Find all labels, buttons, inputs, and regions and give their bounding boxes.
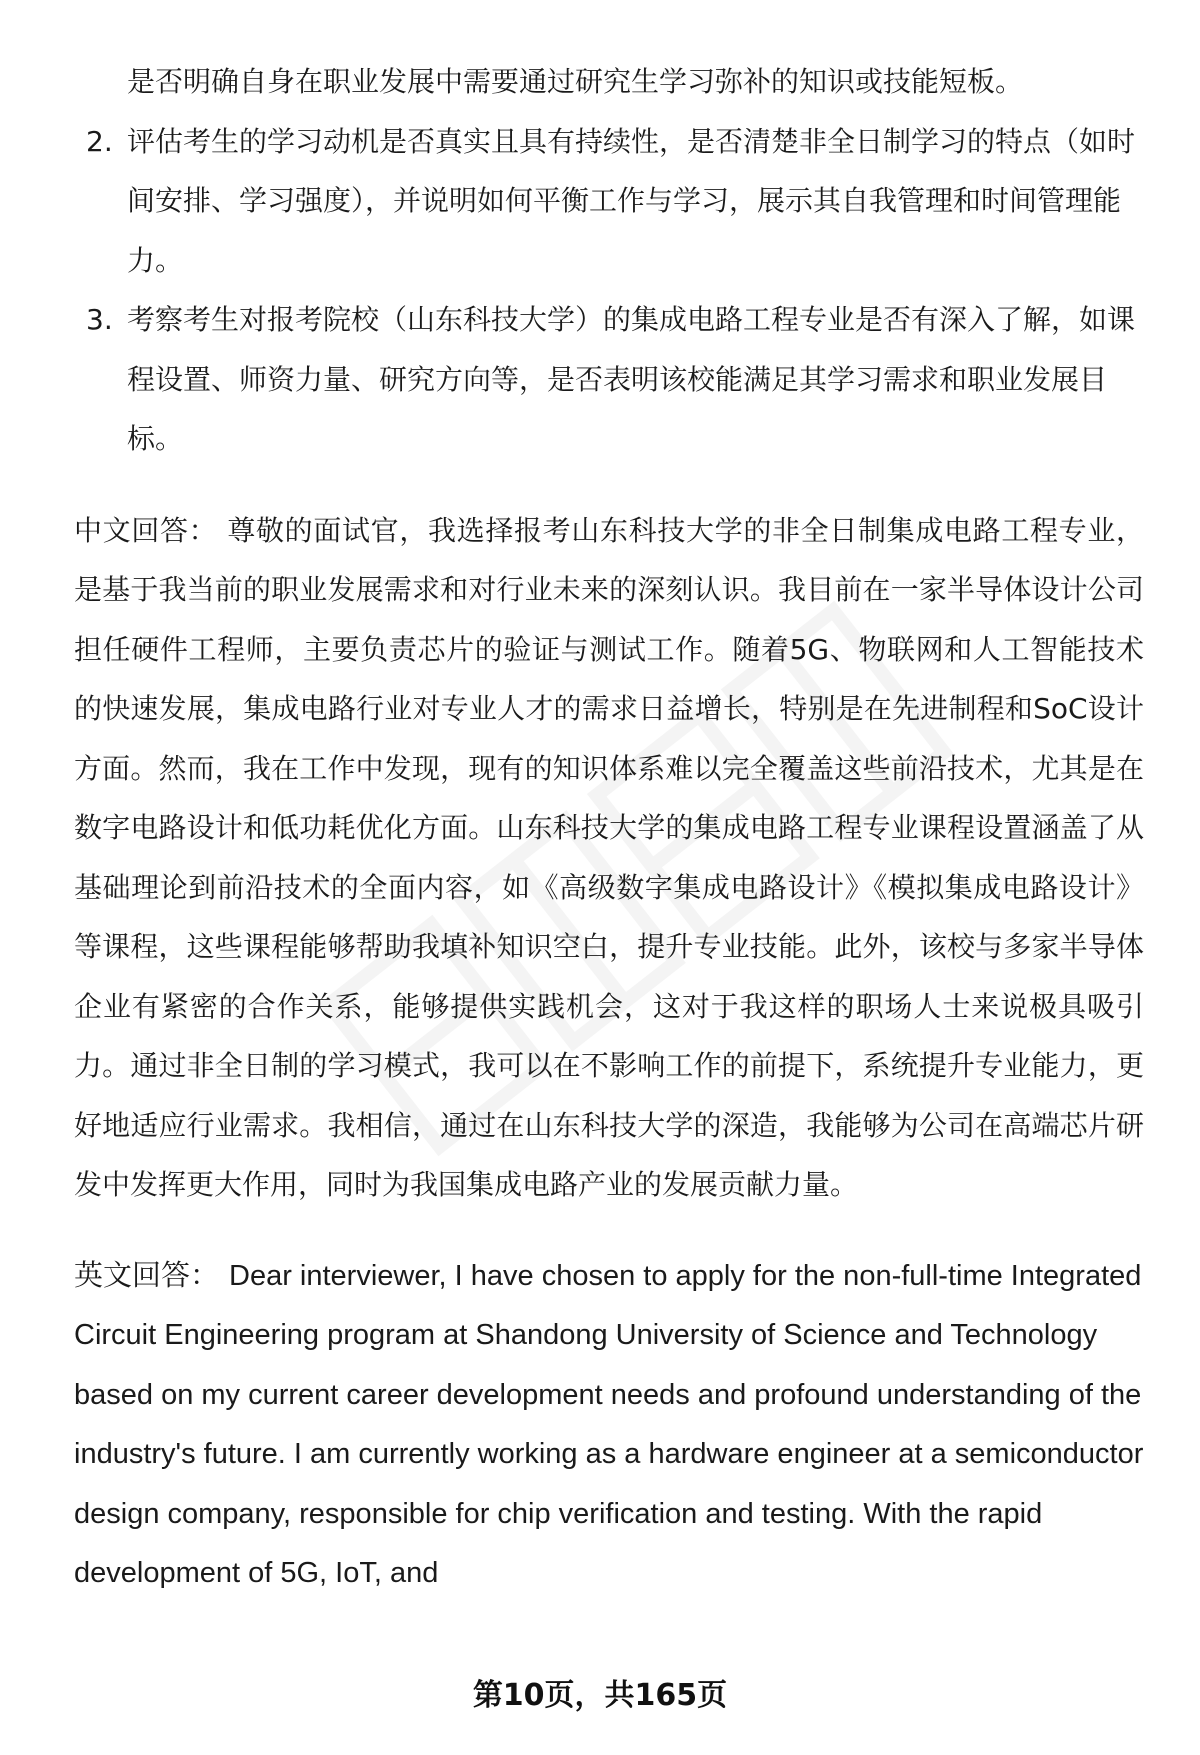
criteria-list <box>74 52 1144 469</box>
chinese-answer-paragraph <box>74 501 1144 1215</box>
list-item-text: 是否明确自身在职业发展中需要通过研究生学习弥补的知识或技能短板。 <box>127 65 1024 98</box>
list-item-number: 3. <box>86 303 113 336</box>
chinese-answer-text: 尊敬的面试官，我选择报考山东科技大学的非全日制集成电路工程专业，是基于我当前的职业发展需求和对行业未来的深刻认识。我目前在一家半导体设计公司担任硬件工程师，主要负责芯片的验证与测试工作。随着5G、物联网和人工智能技术的快速发展，集成电路行业对专业人才的需求日益增长，特别是在先进制程和SoC设计方面。然而，我在工作中发现，现有的知识体系难以完全覆盖这些前沿技术，尤其是在数字电路设计和低功耗优化方面。山东科技大学的集成电路工程专业课程设置涵盖了从基础理论到前沿技术的全面内容，如《高级数字集成电路设计》《模拟集成电路设计》等课程，这些课程能够帮助我填补知识空白，提升专业技能。此外，该校与多家半导体企业有紧密的合作关系，能够提供实践机会，这对于我这样的职场人士来说极具吸引力。通过非全日制的学习模式，我可以在不影响工作的前提下，系统提升专业能力，更好地适应行业需求。我相信，通过在山东科技大学的深造，我能够为公司在高端芯片研发中发挥更大作用，同时为我国集成电路产业的发展贡献力量。 <box>74 513 1144 1201</box>
english-answer-label: 英文回答： <box>74 1259 220 1292</box>
list-item-number: 2. <box>86 124 113 158</box>
list-item-text: 评估考生的学习动机是否真实且具有持续性，是否清楚非全日制学习的特点（如时间安排、学习强度），并说明如何平衡工作与学习，展示其自我管理和时间管理能力。 <box>127 124 1136 277</box>
document-body <box>74 52 1144 1604</box>
list-item-2 <box>74 112 1144 291</box>
list-item-3 <box>74 290 1144 469</box>
english-answer-paragraph <box>74 1247 1144 1604</box>
chinese-answer-label: 中文回答： <box>74 513 218 547</box>
english-answer-text: Dear interviewer, I have chosen to apply for the non-full-time Integrated Circuit Engineering program at Shandong University of Science and Technology based on my current career development needs and profound understanding of the industry's future. I am currently working as a hardware engineer at a semiconductor design company, responsible for chip verification and testing. With the rapid development of 5G, IoT, and <box>74 1259 1144 1589</box>
list-item-1-continued <box>74 52 1144 112</box>
page-number-footer: 第10页，共165页 <box>472 1678 728 1713</box>
list-item-text: 考察考生对报考院校（山东科技大学）的集成电路工程专业是否有深入了解，如课程设置、师资力量、研究方向等，是否表明该校能满足其学习需求和职业发展目标。 <box>127 303 1136 455</box>
